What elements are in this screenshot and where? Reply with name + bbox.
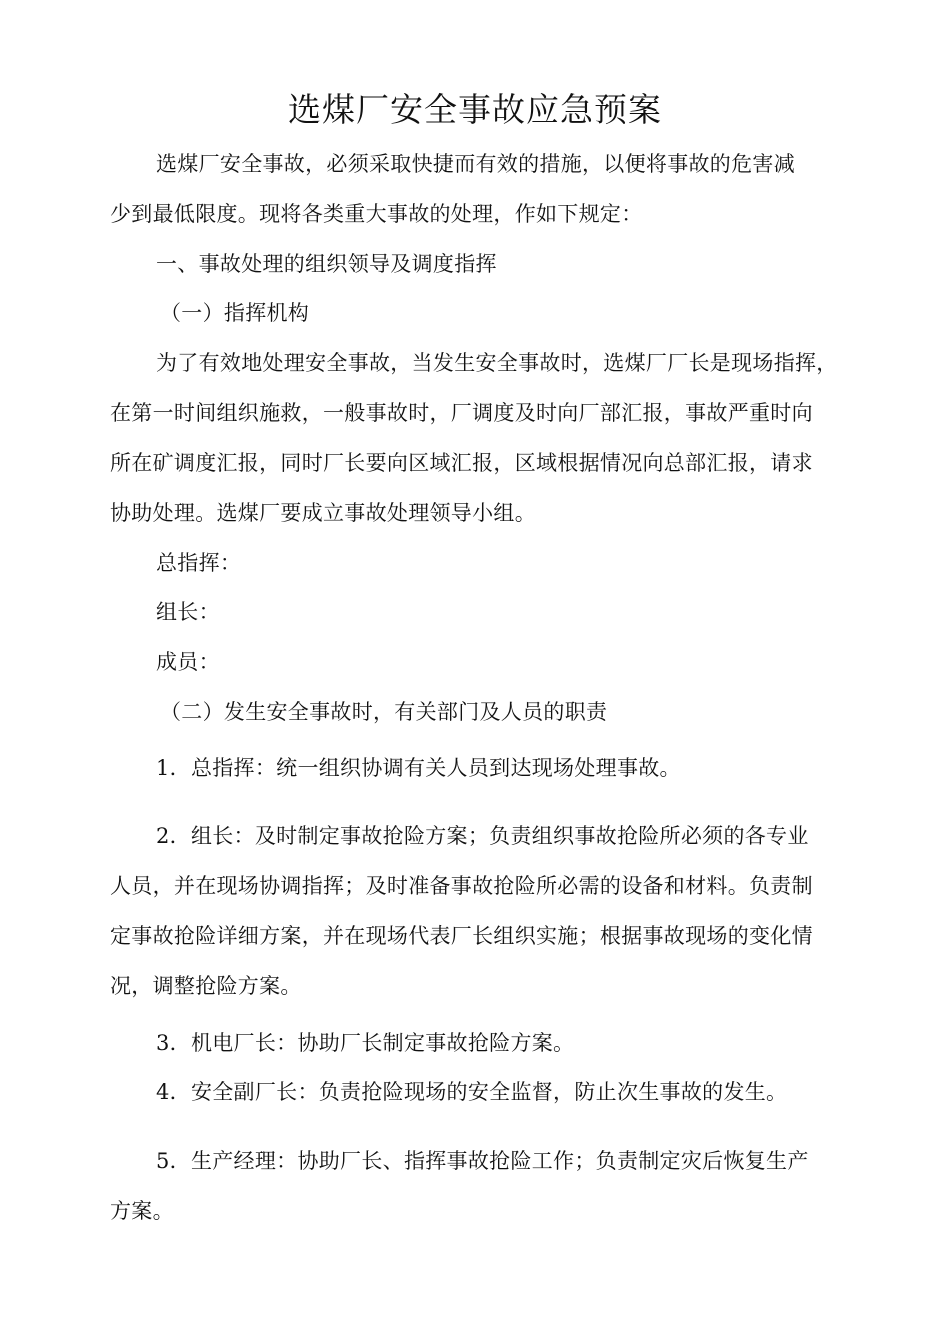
paragraph-line: 为了有效地处理安全事故，当发生安全事故时，选煤厂厂长是现场指挥， [156,351,838,375]
document-title: 选煤厂安全事故应急预案 [288,90,662,129]
paragraph-line: 方案。 [110,1199,174,1223]
paragraph-line: 所在矿调度汇报，同时厂长要向区域汇报，区域根据情况向总部汇报，请求 [110,451,813,475]
role-label: 组长： [156,600,220,624]
paragraph-line: 选煤厂安全事故，必须采取快捷而有效的措施，以便将事故的危害减 [156,152,795,176]
subsection-heading: （一）指挥机构 [160,301,310,325]
paragraph-line: 在第一时间组织施救，一般事故时，厂调度及时向厂部汇报，事故严重时向 [110,401,813,425]
paragraph-line: 人员，并在现场协调指挥；及时准备事故抢险所必需的设备和材料。负责制 [110,874,813,898]
paragraph-line: 定事故抢险详细方案，并在现场代表厂长组织实施；根据事故现场的变化情 [110,924,813,948]
list-item: 1．总指挥：统一组织协调有关人员到达现场处理事故。 [156,756,681,780]
list-item: 2．组长：及时制定事故抢险方案；负责组织事故抢险所必须的各专业 [156,824,809,848]
paragraph-line: 协助处理。选煤厂要成立事故处理领导小组。 [110,501,536,525]
paragraph-line: 况，调整抢险方案。 [110,974,302,998]
subsection-heading: （二）发生安全事故时，有关部门及人员的职责 [160,700,608,724]
list-item: 4．安全副厂长：负责抢险现场的安全监督，防止次生事故的发生。 [156,1080,788,1104]
list-item: 5．生产经理：协助厂长、指挥事故抢险工作；负责制定灾后恢复生产 [156,1149,809,1173]
role-label: 总指挥： [156,551,242,575]
paragraph-line: 少到最低限度。现将各类重大事故的处理，作如下规定： [110,202,643,226]
role-label: 成员： [156,650,220,674]
section-heading: 一、事故处理的组织领导及调度指挥 [156,252,497,276]
list-item: 3．机电厂长：协助厂长制定事故抢险方案。 [156,1031,575,1055]
